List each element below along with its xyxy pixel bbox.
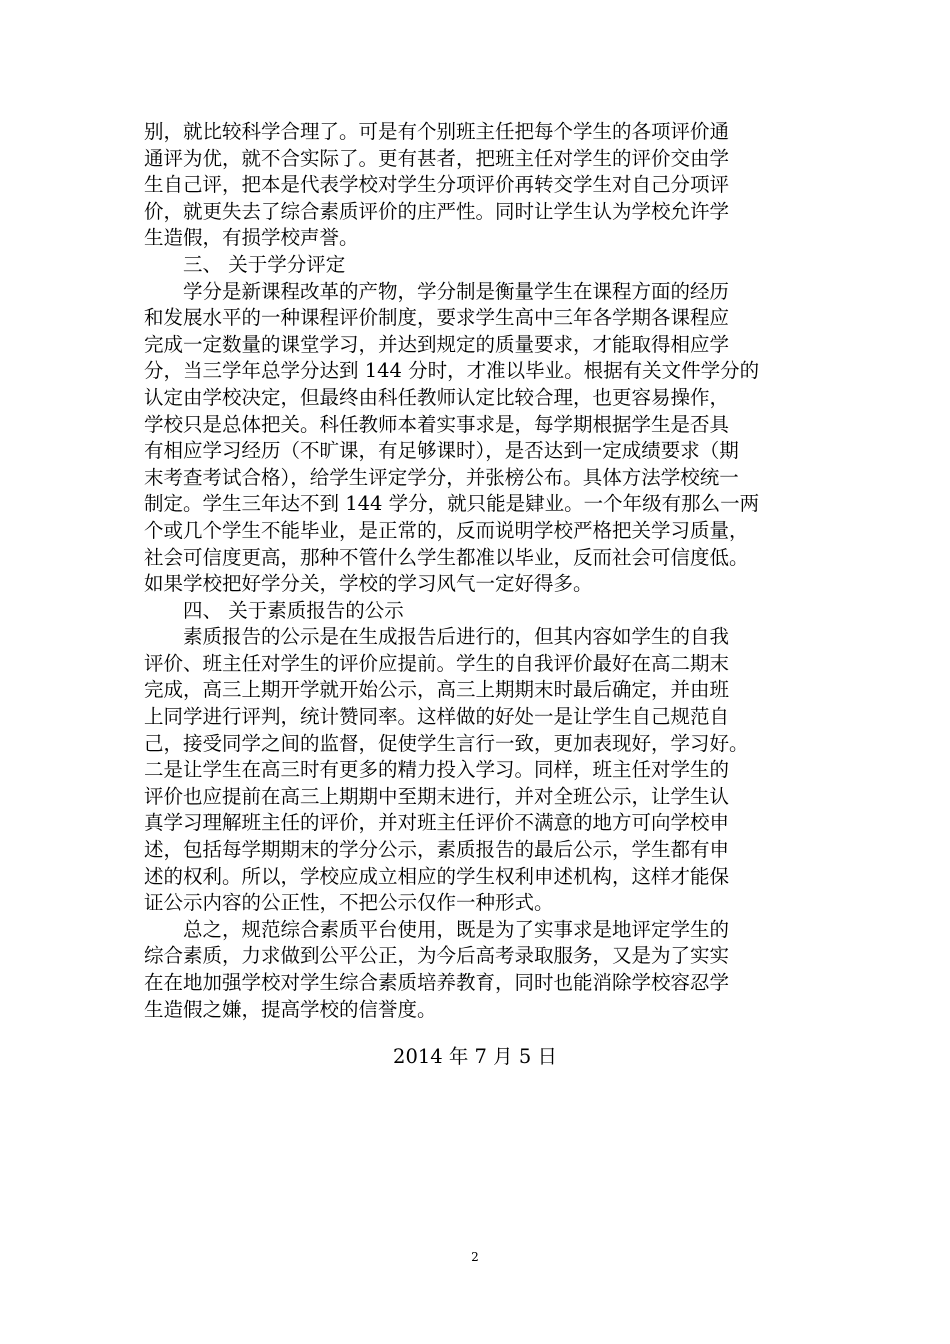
text-line: 生造假之嫌，提高学校的信誉度。: [144, 997, 437, 1021]
text-line: 己，接受同学之间的监督，促使学生言行一致，更加表现好，学习好。: [144, 731, 749, 755]
text-line: 真学习理解班主任的评价，并对班主任评价不满意的地方可向学校申: [144, 811, 730, 835]
text-line: 分，当三学年总学分达到 144 分时，才准以毕业。根据有关文件学分的: [144, 359, 760, 383]
text-line: 个或几个学生不能毕业，是正常的，反而说明学校严格把关学习质量，: [144, 518, 749, 542]
section-heading: 四、 关于素质报告的公示: [144, 598, 404, 622]
text-line: 评价也应提前在高三上期期中至期末进行，并对全班公示，让学生认: [144, 784, 730, 808]
text-line: 价，就更失去了综合素质评价的庄严性。同时让学生认为学校允许学: [144, 199, 730, 223]
text-line: 评价、班主任对学生的评价应提前。学生的自我评价最好在高二期末: [144, 651, 730, 675]
text-line: 总之，规范综合素质平台使用，既是为了实事求是地评定学生的: [144, 917, 730, 941]
text-line: 上同学进行评判，统计赞同率。这样做的好处一是让学生自己规范自: [144, 705, 730, 729]
text-line: 素质报告的公示是在生成报告后进行的，但其内容如学生的自我: [144, 625, 730, 649]
text-line: 别，就比较科学合理了。可是有个别班主任把每个学生的各项评价通: [144, 120, 730, 143]
text-line: 认定由学校决定，但最终由科任教师认定比较合理，也更容易操作，: [144, 385, 730, 409]
text-line: 述，包括每学期期末的学分公示，素质报告的最后公示，学生都有申: [144, 838, 730, 862]
text-line: 完成一定数量的课堂学习，并达到规定的质量要求，才能取得相应学: [144, 332, 730, 356]
text-line: 和发展水平的一种课程评价制度，要求学生高中三年各学期各课程应: [144, 306, 730, 330]
document-date: 2014 年 7 月 5 日: [393, 1045, 557, 1068]
text-line: 制定。学生三年达不到 144 学分，就只能是肄业。一个年级有那么一两: [144, 492, 760, 516]
text-line: 生造假，有损学校声誉。: [144, 226, 359, 250]
text-line: 在在地加强学校对学生综合素质培养教育，同时也能消除学校容忍学: [144, 971, 730, 994]
page-number: 2: [471, 1250, 479, 1264]
text-line: 述的权利。所以，学校应成立相应的学生权利申述机构，这样才能保: [144, 864, 730, 888]
text-line: 学校只是总体把关。科任教师本着实事求是，每学期根据学生是否具: [144, 412, 730, 436]
text-line: 生自己评，把本是代表学校对学生分项评价再转交学生对自己分项评: [144, 173, 730, 197]
text-line: 如果学校把好学分关，学校的学习风气一定好得多。: [144, 572, 593, 596]
text-line: 有相应学习经历（不旷课，有足够课时），是否达到一定成绩要求（期: [144, 439, 739, 463]
section-heading: 三、 关于学分评定: [144, 252, 346, 276]
text-line: 末考查考试合格），给学生评定学分，并张榜公布。具体方法学校统一: [144, 465, 739, 489]
text-line: 证公示内容的公正性，不把公示仅作一种形式。: [144, 891, 554, 915]
document-body: [144, 119, 816, 1023]
text-line: 社会可信度更高，那种不管什么学生都准以毕业，反而社会可信度低。: [144, 545, 749, 569]
text-line: 学分是新课程改革的产物，学分制是衡量学生在课程方面的经历: [144, 279, 730, 303]
text-line: 通评为优，就不合实际了。更有甚者，把班主任对学生的评价交由学: [144, 146, 730, 170]
text-line: 综合素质，力求做到公平公正，为今后高考录取服务，又是为了实实: [144, 944, 730, 968]
text-line: 完成，高三上期开学就开始公示，高三上期期末时最后确定，并由班: [144, 678, 730, 702]
text-line: 二是让学生在高三时有更多的精力投入学习。同样，班主任对学生的: [144, 758, 730, 782]
